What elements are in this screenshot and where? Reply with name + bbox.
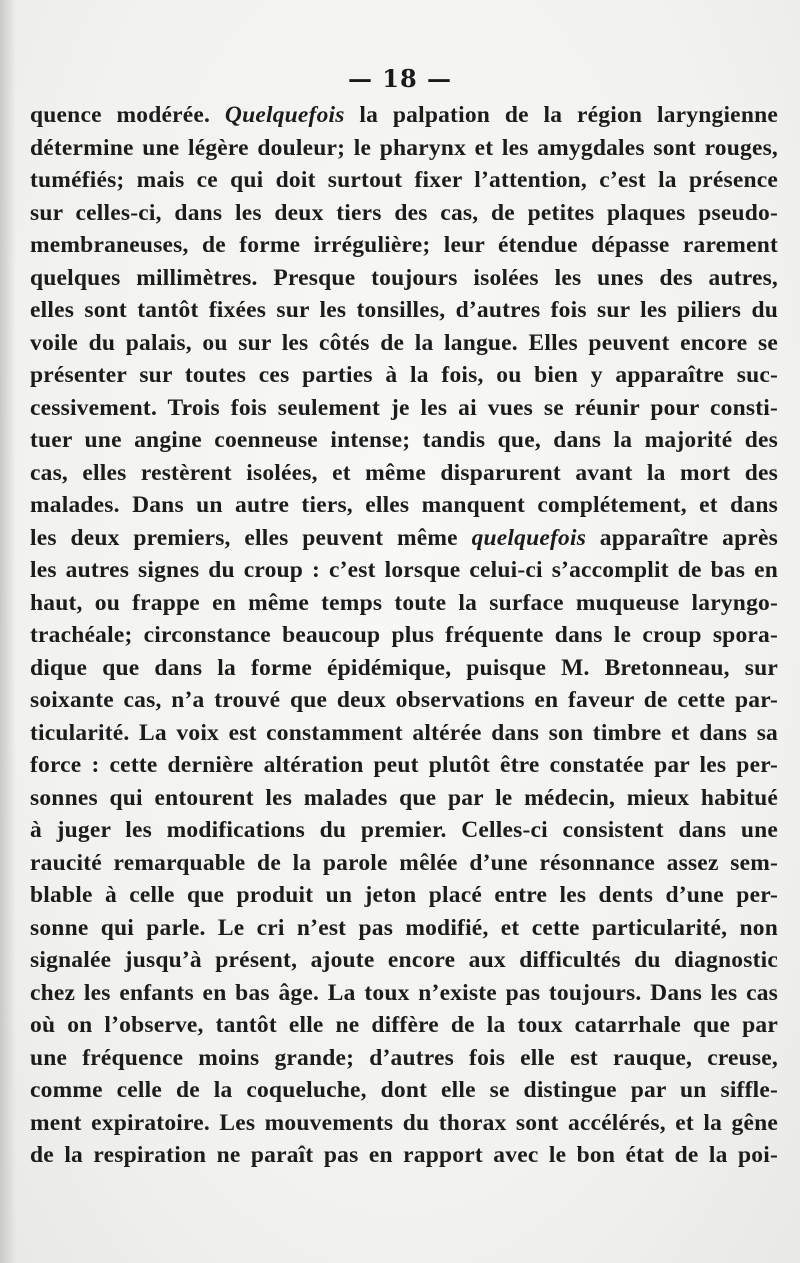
- text-line: comme celle de la coqueluche, dont elle se distingue par un siffle-: [30, 1077, 778, 1103]
- text-line: ticularité. La voix est constamment altérée dans son timbre et dans sa: [30, 719, 778, 746]
- text-line: sonne qui parle. Le cri n’est pas modifié, et cette particularité, non: [30, 914, 778, 941]
- text-line: les autres signes du croup : c’est lorsque celui-ci s’accomplit de bas en: [30, 557, 778, 583]
- text-line: soixante cas, n’a trouvé que deux observations en faveur de cette par-: [30, 687, 778, 713]
- text-line: cas, elles restèrent isolées, et même disparurent avant la mort des: [30, 459, 778, 486]
- text-line: sur celles-ci, dans les deux tiers des cas, de petites plaques pseudo-: [30, 199, 778, 226]
- text-line: à juger les modifications du premier. Celles-ci consistent dans une: [30, 817, 778, 843]
- text-line: raucité remarquable de la parole mêlée d’une résonnance assez sem-: [30, 849, 778, 876]
- text-line: signalée jusqu’à présent, ajoute encore aux difficultés du diagnostic: [30, 947, 778, 973]
- text-line: sonnes qui entourent les malades que par le médecin, mieux habitué: [30, 784, 778, 811]
- italic-word: quelquefois: [471, 524, 587, 551]
- text-line: les deux premiers, elles peuvent même quelquefois apparaître après: [30, 524, 778, 551]
- text-line: cessivement. Trois fois seulement je les ai vues se réunir pour consti-: [30, 394, 778, 421]
- text-line: dique que dans la forme épidémique, puisque M. Bretonneau, sur: [30, 654, 778, 681]
- text-line: membraneuses, de forme irrégulière; leur étendue dépasse rarement: [30, 232, 778, 258]
- text-line: force : cette dernière altération peut plutôt être constatée par les per-: [30, 752, 778, 778]
- text-line: quence modérée. Quelquefois la palpation de la région laryngienne: [30, 102, 778, 128]
- text-line: malades. Dans un autre tiers, elles manquent complétement, et dans: [30, 492, 778, 518]
- text-line: présenter sur toutes ces parties à la fois, ou bien y apparaître suc-: [30, 362, 778, 388]
- text-line: haut, ou frappe en même temps toute la surface muqueuse laryngo-: [30, 589, 778, 616]
- text-line: détermine une légère douleur; le pharynx et les amygdales sont rouges,: [30, 134, 778, 161]
- text-line: quelques millimètres. Presque toujours isolées les unes des autres,: [30, 264, 778, 291]
- page-gutter-shadow: [0, 0, 16, 1263]
- text-line: une fréquence moins grande; d’autres fois elle est rauque, creuse,: [30, 1044, 778, 1071]
- text-line: chez les enfants en bas âge. La toux n’existe pas toujours. Dans les cas: [30, 979, 778, 1006]
- italic-word: Quelquefois: [224, 102, 345, 128]
- text-line: où on l’observe, tantôt elle ne diffère de la toux catarrhale que par: [30, 1012, 778, 1038]
- text-line: ment expiratoire. Les mouvements du thorax sont accélérés, et la gêne: [30, 1109, 778, 1136]
- text-line: de la respiration ne paraît pas en rapport avec le bon état de la poi-: [30, 1142, 778, 1168]
- text-line: voile du palais, ou sur les côtés de la langue. Elles peuvent encore se: [30, 329, 778, 356]
- text-line: tuméfiés; mais ce qui doit surtout fixer l’attention, c’est la présence: [30, 167, 778, 193]
- body-text: [30, 99, 778, 1172]
- text-line: elles sont tantôt fixées sur les tonsilles, d’autres fois sur les piliers du: [30, 297, 778, 323]
- text-line: tuer une angine coenneuse intense; tandis que, dans la majorité des: [30, 427, 778, 453]
- text-line: blable à celle que produit un jeton placé entre les dents d’une per-: [30, 882, 778, 908]
- text-line: trachéale; circonstance beaucoup plus fréquente dans le croup spora-: [30, 622, 778, 648]
- page-number: — 18 —: [347, 64, 453, 93]
